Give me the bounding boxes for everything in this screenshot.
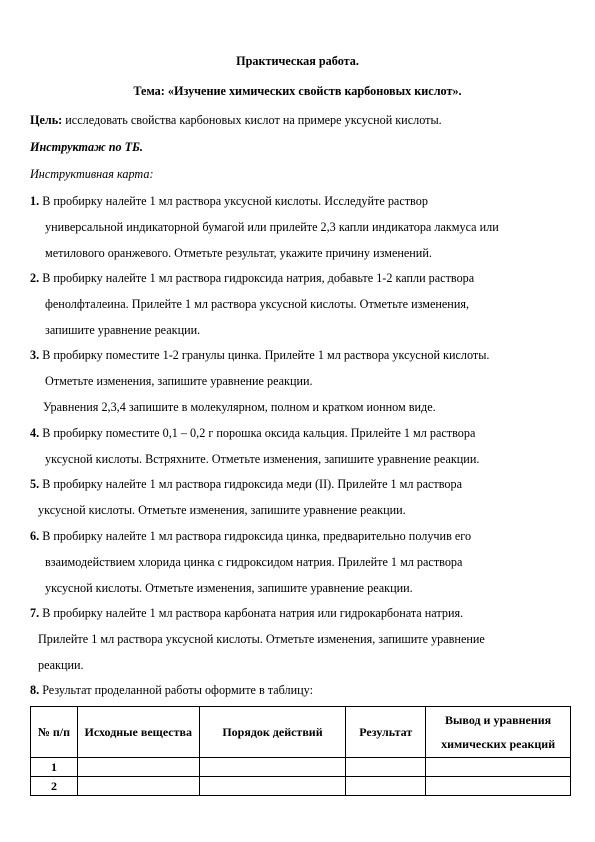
step-3-line-1: 3. В пробирку поместите 1-2 гранулы цинка. Прилейте 1 мл раствора уксусной кислоты. — [30, 348, 490, 362]
step-2-line-1: 2. В пробирку налейте 1 мл раствора гидроксида натрия, добавьте 1-2 капли раствора — [30, 271, 475, 285]
table-cell: 2 — [31, 777, 78, 796]
table-row — [31, 777, 571, 796]
table-row — [31, 758, 571, 777]
step-5-line-2: уксусной кислоты. Отметьте изменения, запишите уравнение реакции. — [38, 503, 406, 517]
table-cell — [77, 777, 199, 796]
table-cell — [346, 758, 426, 777]
table-cell — [426, 758, 571, 777]
table-cell — [199, 777, 346, 796]
step-4-line-2: уксусной кислоты. Встряхните. Отметьте изменения, запишите уравнение реакции. — [45, 452, 480, 466]
step-6-line-2: взаимодействием хлорида цинка с гидроксидом натрия. Прилейте 1 мл раствора — [45, 555, 463, 569]
goal-line — [30, 112, 442, 128]
step-8-line-1: 8. Результат проделанной работы оформите в таблицу: — [30, 683, 313, 697]
header-substances: Исходные вещества — [77, 707, 199, 758]
table-cell — [199, 758, 346, 777]
table-cell — [77, 758, 199, 777]
goal-label: Цель: — [30, 113, 63, 127]
step-1-line-1: 1. В пробирку налейте 1 мл раствора уксусной кислоты. Исследуйте раствор — [30, 194, 428, 208]
step-6-line-1: 6. В пробирку налейте 1 мл раствора гидроксида цинка, предварительно получив его — [30, 529, 472, 543]
safety-heading: Инструктаж по ТБ. — [30, 140, 143, 154]
header-procedure: Порядок действий — [199, 707, 346, 758]
step-7-line-3: реакции. — [38, 658, 84, 672]
document-topic: Тема: «Изучение химических свойств карбоновых кислот». — [133, 84, 462, 98]
results-table — [30, 706, 571, 796]
step-1-line-3: метилового оранжевого. Отметьте результат, укажите причину изменений. — [45, 246, 432, 260]
step-6-line-3: уксусной кислоты. Отметьте изменения, запишите уравнение реакции. — [45, 581, 413, 595]
step-5-line-1: 5. В пробирку налейте 1 мл раствора гидроксида меди (II). Прилейте 1 мл раствора — [30, 477, 463, 491]
step-1-line-2: универсальной индикаторной бумагой или прилейте 2,3 капли индикатора лакмуса или — [45, 220, 499, 234]
step-2-line-3: запишите уравнение реакции. — [45, 323, 201, 337]
table-cell — [426, 777, 571, 796]
goal-text: исследовать свойства карбоновых кислот на примере уксусной кислоты. — [62, 113, 442, 127]
step-7-line-2: Прилейте 1 мл раствора уксусной кислоты. Отметьте изменения, запишите уравнение — [38, 632, 485, 646]
table-cell — [346, 777, 426, 796]
table-cell: 1 — [31, 758, 78, 777]
header-conclusion: Вывод и уравнения химических реакций — [426, 707, 571, 758]
header-number: № п/п — [31, 707, 78, 758]
step-2-line-2: фенолфталеина. Прилейте 1 мл раствора уксусной кислоты. Отметьте изменения, — [45, 297, 470, 311]
header-result: Результат — [346, 707, 426, 758]
step-3-line-2: Отметьте изменения, запишите уравнение реакции. — [45, 374, 313, 388]
card-heading: Инструктивная карта: — [30, 167, 154, 181]
step-7-line-1: 7. В пробирку налейте 1 мл раствора карбоната натрия или гидрокарбоната натрия. — [30, 606, 464, 620]
equations-note: Уравнения 2,3,4 запишите в молекулярном, полном и кратком ионном виде. — [43, 400, 436, 414]
table-header-row — [31, 707, 571, 758]
step-4-line-1: 4. В пробирку поместите 0,1 – 0,2 г порошка оксида кальция. Прилейте 1 мл раствора — [30, 426, 476, 440]
document-title: Практическая работа. — [236, 54, 359, 68]
